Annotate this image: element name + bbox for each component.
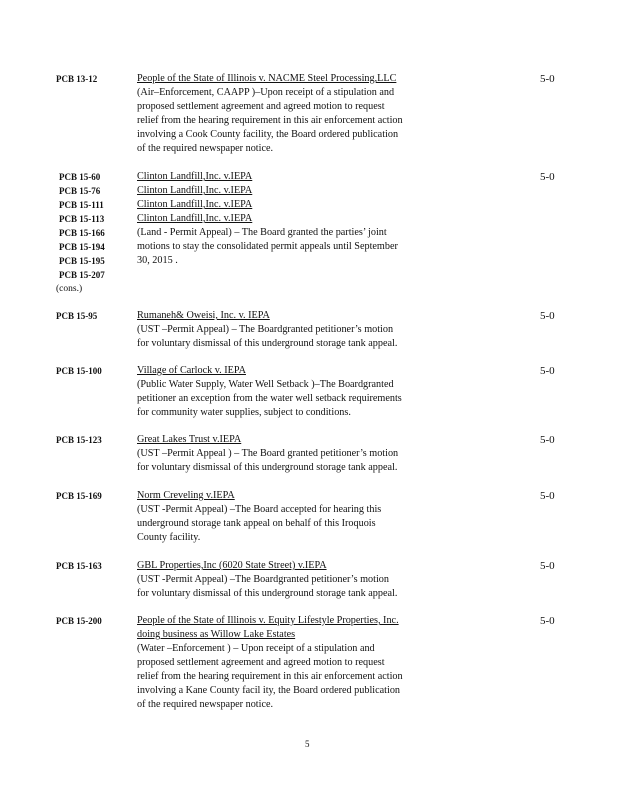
case-number-list xyxy=(56,433,134,447)
case-description xyxy=(137,364,457,420)
case-title: People of the State of Illinois v. NACME Steel Processing,LLC xyxy=(137,73,397,84)
case-title: Clinton Landfill,Inc. v.IEPA xyxy=(137,171,253,182)
case-number: PCB 15-207 xyxy=(59,270,105,280)
case-number: PCB 13-12 xyxy=(56,74,98,84)
case-number: PCB 15-76 xyxy=(59,186,101,196)
case-body-line: of the required newspaper notice. xyxy=(137,699,274,710)
case-number-list xyxy=(56,364,134,378)
case-body-line: (UST -Permit Appeal) –The Board accepted for hearing this xyxy=(137,504,382,515)
case-number: PCB 15-60 xyxy=(59,172,101,182)
vote-result: 5-0 xyxy=(540,490,555,502)
case-body-line: County facility. xyxy=(137,532,201,543)
case-body-line: (Public Water Supply, Water Well Setback )–The Boardgranted xyxy=(137,379,394,390)
case-description xyxy=(137,433,457,475)
vote-result: 5-0 xyxy=(540,615,555,627)
case-body-line: relief from the hearing requirement in this air enforcement action xyxy=(137,115,403,126)
case-number: PCB 15-169 xyxy=(56,491,102,501)
case-body-line: (UST -Permit Appeal) –The Boardgranted petitioner’s motion xyxy=(137,574,389,585)
case-number: PCB 15-166 xyxy=(59,228,105,238)
case-title: Clinton Landfill,Inc. v.IEPA xyxy=(137,213,253,224)
case-number: PCB 15-100 xyxy=(56,366,102,376)
case-title: Village of Carlock v. IEPA xyxy=(137,365,246,376)
case-body-line: for voluntary dismissal of this underground storage tank appeal. xyxy=(137,462,398,473)
case-number-list xyxy=(56,309,134,323)
vote-result: 5-0 xyxy=(540,434,555,446)
case-body-line: for voluntary dismissal of this underground storage tank appeal. xyxy=(137,338,398,349)
vote-result: 5-0 xyxy=(540,560,555,572)
case-body-line: motions to stay the consolidated permit appeals until September xyxy=(137,241,398,252)
case-description xyxy=(137,489,457,545)
case-body-line: involving a Kane County facil ity, the Board ordered publication xyxy=(137,685,401,696)
case-body-line: (UST –Permit Appeal) – The Boardgranted petitioner’s motion xyxy=(137,324,394,335)
case-body-line: underground storage tank appeal on behalf of this Iroquois xyxy=(137,518,376,529)
case-body-line: for voluntary dismissal of this underground storage tank appeal. xyxy=(137,588,398,599)
vote-result: 5-0 xyxy=(540,73,555,85)
case-body-line: petitioner an exception from the water well setback requirements xyxy=(137,393,402,404)
case-description xyxy=(137,614,457,712)
case-description xyxy=(137,170,457,268)
case-body-line: proposed settlement agreement and agreed motion to request xyxy=(137,657,385,668)
page-number: 5 xyxy=(305,739,310,749)
case-title: GBL Properties,Inc (6020 State Street) v.IEPA xyxy=(137,560,327,571)
case-number-list xyxy=(56,72,134,86)
case-body-line: proposed settlement agreement and agreed motion to request xyxy=(137,101,385,112)
case-number-list xyxy=(56,614,134,628)
case-number-list xyxy=(56,559,134,573)
case-body-line: 30, 2015 . xyxy=(137,255,178,266)
case-title: doing business as Willow Lake Estates xyxy=(137,629,296,640)
case-title: People of the State of Illinois v. Equity Lifestyle Properties, Inc. xyxy=(137,615,399,626)
case-number: PCB 15-195 xyxy=(59,256,105,266)
case-number-list xyxy=(59,170,137,282)
consolidated-label: (cons.) xyxy=(56,284,83,294)
case-number: PCB 15-111 xyxy=(59,200,104,210)
case-body-line: relief from the hearing requirement in this air enforcement action xyxy=(137,671,403,682)
case-body-line: for community water supplies, subject to conditions. xyxy=(137,407,351,418)
case-number: PCB 15-163 xyxy=(56,561,102,571)
case-body-line: involving a Cook County facility, the Board ordered publication xyxy=(137,129,399,140)
case-title: Great Lakes Trust v.IEPA xyxy=(137,434,242,445)
case-description xyxy=(137,309,457,351)
case-body-line: of the required newspaper notice. xyxy=(137,143,274,154)
vote-result: 5-0 xyxy=(540,365,555,377)
case-number: PCB 15-194 xyxy=(59,242,105,252)
case-description xyxy=(137,72,457,156)
case-title: Norm Creveling v.IEPA xyxy=(137,490,235,501)
vote-result: 5-0 xyxy=(540,171,555,183)
case-number: PCB 15-95 xyxy=(56,311,98,321)
case-body-line: (Air–Enforcement, CAAPP )–Upon receipt of a stipulation and xyxy=(137,87,395,98)
case-description xyxy=(137,559,457,601)
vote-result: 5-0 xyxy=(540,310,555,322)
case-title: Clinton Landfill,Inc. v.IEPA xyxy=(137,185,253,196)
case-number-list xyxy=(56,489,134,503)
case-title: Rumaneh& Oweisi, Inc. v. IEPA xyxy=(137,310,270,321)
case-body-line: (Water –Enforcement ) – Upon receipt of a stipulation and xyxy=(137,643,375,654)
case-number: PCB 15-200 xyxy=(56,616,102,626)
case-number: PCB 15-123 xyxy=(56,435,102,445)
case-title: Clinton Landfill,Inc. v.IEPA xyxy=(137,199,253,210)
case-body-line: (UST –Permit Appeal ) – The Board granted petitioner’s motion xyxy=(137,448,399,459)
case-body-line: (Land - Permit Appeal) – The Board granted the parties’ joint xyxy=(137,227,387,238)
case-number: PCB 15-113 xyxy=(59,214,105,224)
